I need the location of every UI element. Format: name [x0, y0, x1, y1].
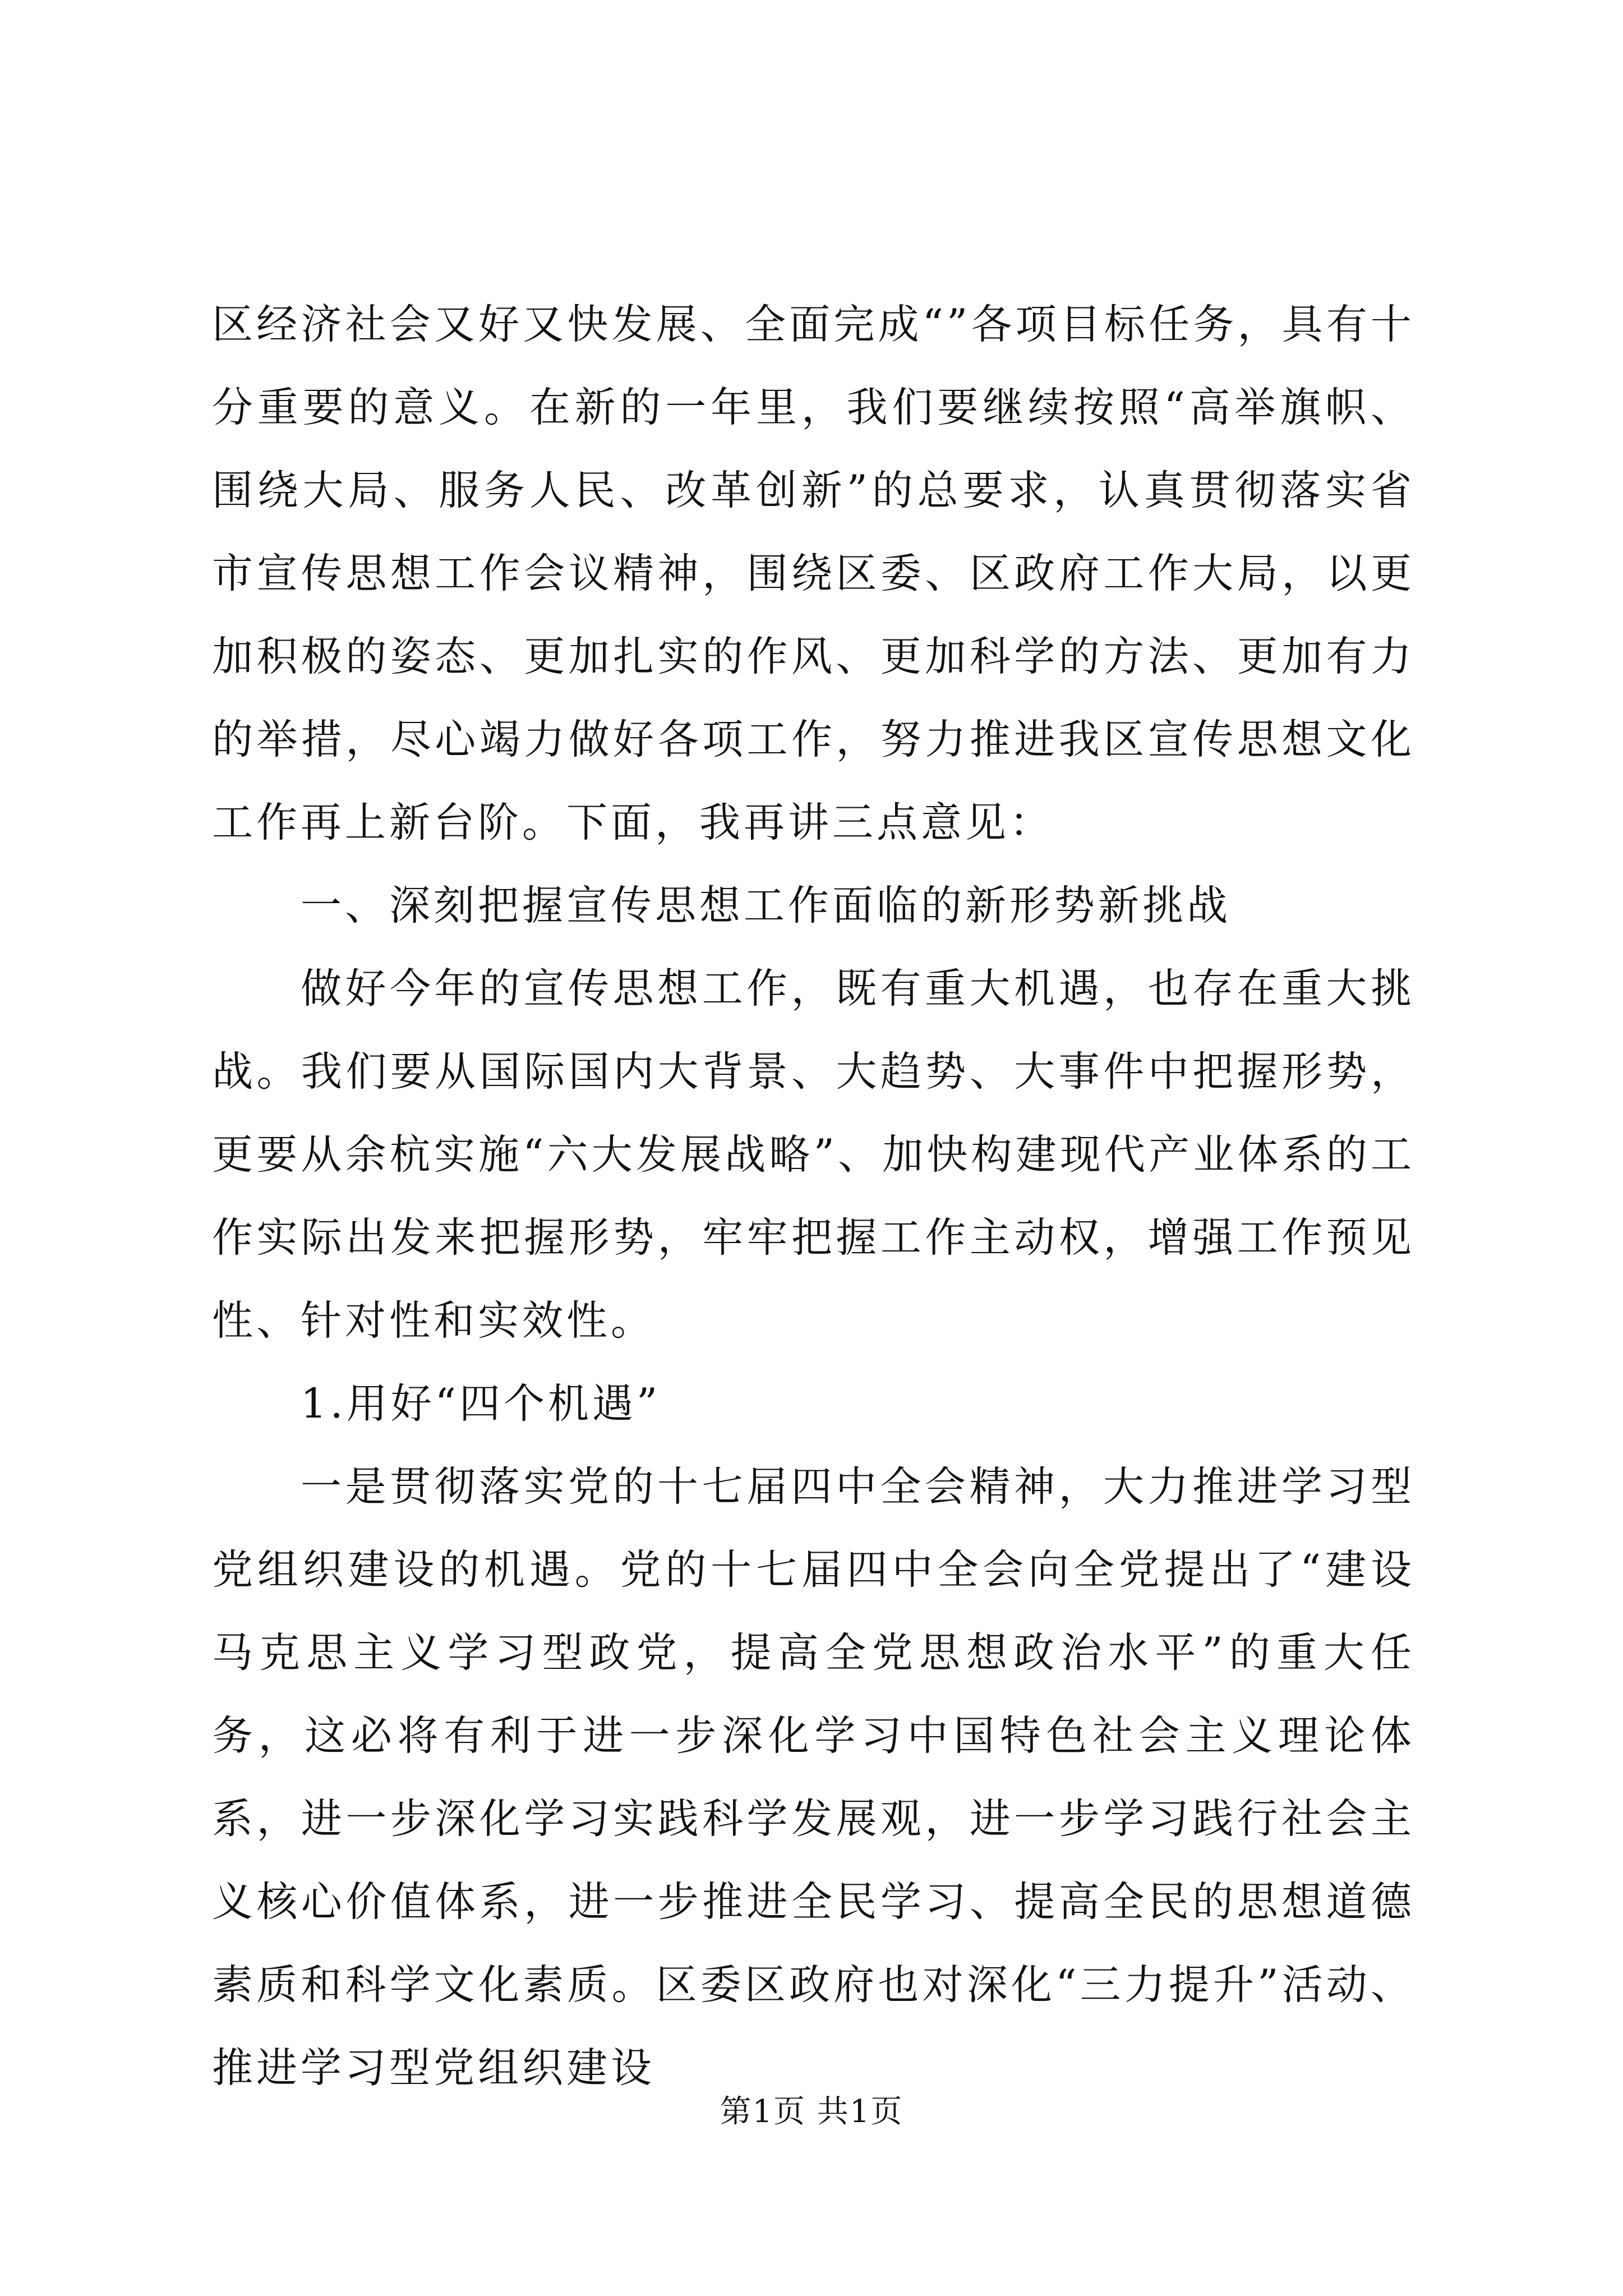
paragraph: 做好今年的宣传思想工作，既有重大机遇，也存在重大挑战。我们要从国际国内大背景、大趋势、大事件中把握形势，更要从余杭实施“六大发展战略”、加快构建现代产业体系的工作实际出发来把握形势，牢牢把握工作主动权，增强工作预见性、针对性和实效性。: [212, 965, 1415, 1345]
page-footer: 第1页 共1页: [720, 2093, 903, 2130]
section-heading: 一、深刻把握宣传思想工作面临的新形势新挑战: [301, 882, 1231, 930]
paragraph-continuation: 区经济社会又好又快发展、全面完成“”各项目标任务，具有十分重要的意义。在新的一年里，我们要继续按照“高举旗帜、围绕大局、服务人民、改革创新”的总要求，认真贯彻落实省市宣传思想工作会议精神，围绕区委、区政府工作大局，以更加积极的姿态、更加扎实的作风、更加科学的方法、更加有力的举措，尽心竭力做好各项工作，努力推进我区宣传思想文化工作再上新台阶。下面，我再讲三点意见：: [212, 301, 1415, 846]
paragraph: 一是贯彻落实党的十七届四中全会精神，大力推进学习型党组织建设的机遇。党的十七届四中全会向全党提出了“建设马克思主义学习型政党，提高全党思想政治水平”的重大任务，这必将有利于进一步深化学习中国特色社会主义理论体系，进一步深化学习实践科学发展观，进一步学习践行社会主义核心价值体系，进一步推进全民学习、提高全民的思想道德素质和科学文化素质。区委区政府也对深化“三力提升”活动、推进学习型党组织建设: [212, 1463, 1415, 2092]
subsection-heading: 1.用好“四个机遇”: [301, 1380, 661, 1428]
document-body: [212, 283, 1415, 2110]
